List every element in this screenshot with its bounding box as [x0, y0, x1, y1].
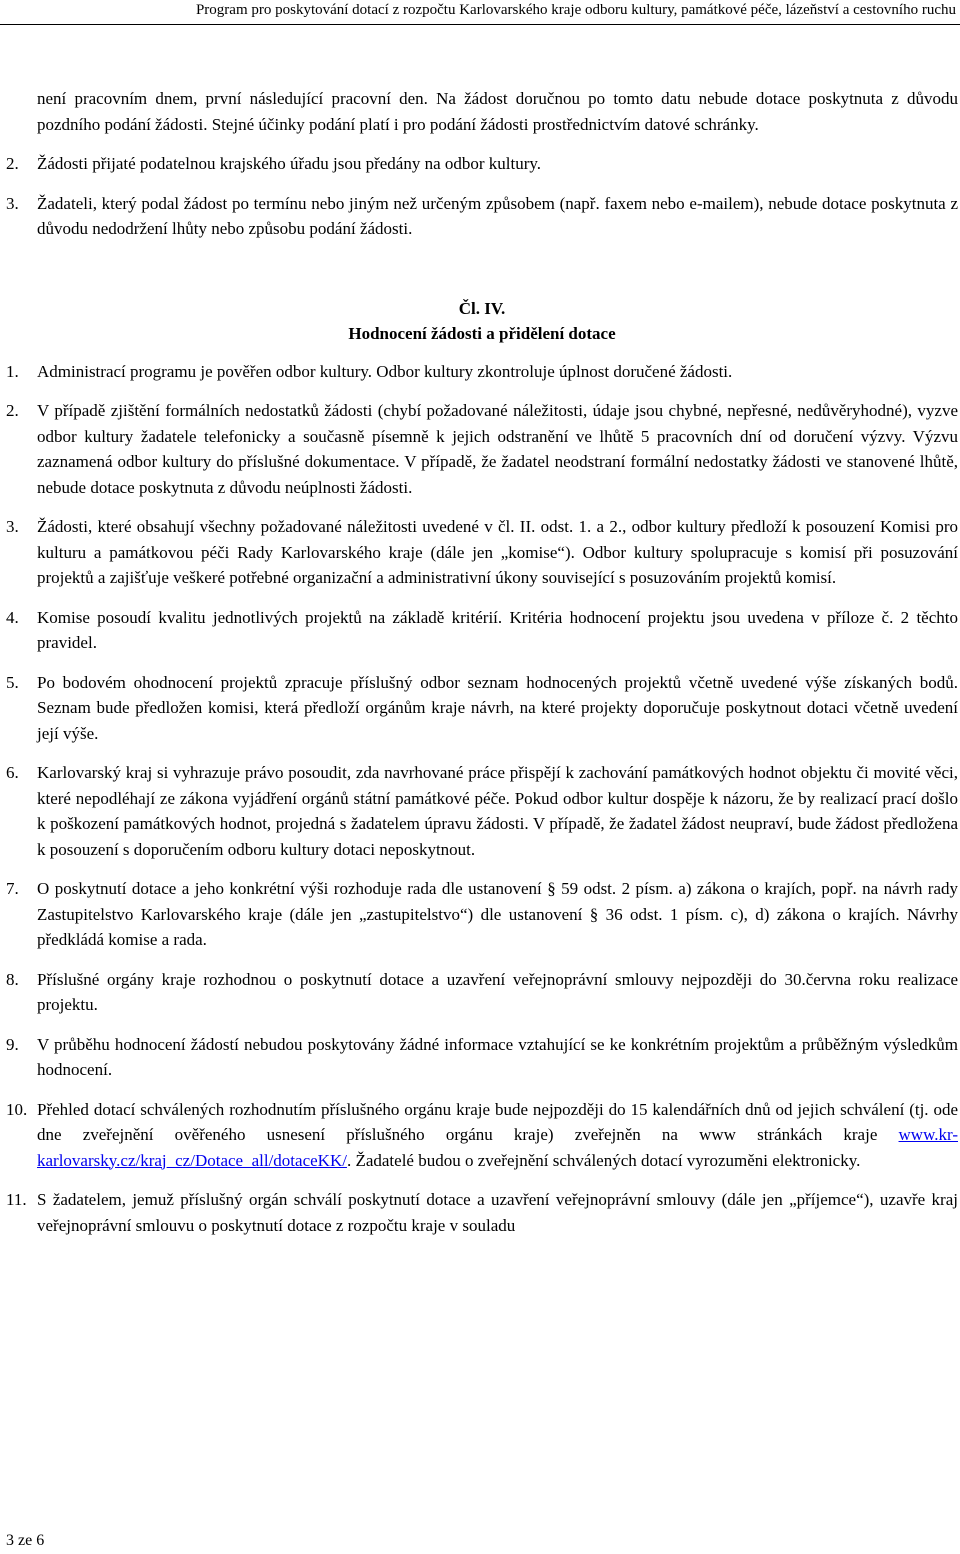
- list-item: [6, 191, 958, 242]
- list-item: [6, 398, 958, 500]
- item-number: 9.: [6, 1034, 19, 1054]
- item-number: 7.: [6, 879, 19, 898]
- list-item: [6, 967, 958, 1018]
- page-number: 3 ze 6: [6, 1532, 45, 1549]
- list-item: [6, 760, 958, 862]
- list-item: [6, 1187, 958, 1238]
- item-text-after: . Žadatelé budou o zveřejnění schválených dotací vyrozuměni elektronicky.: [346, 1150, 861, 1170]
- item-number: 6.: [6, 763, 19, 782]
- item-number: 3.: [6, 193, 19, 213]
- item-number: 10.: [6, 1099, 28, 1119]
- item-number: 1.: [6, 361, 19, 381]
- article-iv-items: [6, 359, 958, 1083]
- item-text: Žadateli, který podal žádost po termínu nebo jiným než určeným způsobem (např. faxem nebo e-mailem), nebude dotace poskytnuta z důvodu nedodržení lhůty nebo způsobu podání žádosti.: [37, 193, 958, 238]
- list-item: [6, 1097, 958, 1174]
- item-text: Administrací programu je pověřen odbor kultury. Odbor kultury zkontroluje úplnost doručené žádosti.: [37, 361, 733, 381]
- article-number: Čl. IV.: [458, 298, 506, 318]
- item-text: V průběhu hodnocení žádostí nebudou poskytovány žádné informace vztahující se ke konkrétním projektům a průběžným výsledkům hodnocení.: [37, 1034, 958, 1079]
- item-text: S žadatelem, jemuž příslušný orgán schválí poskytnutí dotace a uzavření veřejnoprávní smlouvy (dále jen „příjemce“), uzavře kraj veřejnoprávní smlouvu o poskytnutí dotace z rozpočtu kraje v souladu: [37, 1190, 958, 1235]
- running-header: Program pro poskytování dotací z rozpočtu Karlovarského kraje odboru kultury, památkové péče, lázeňství a cestovního ruchu: [195, 2, 956, 18]
- item-text-before: Přehled dotací schválených rozhodnutím příslušného orgánu kraje bude nejpozději do 15 kalendářních dnů od jejich schválení (tj. ode dne zveřejnění ověřeného usnesení příslušného orgánu kraje) zveřejněn na www stránkách kraje: [37, 1099, 958, 1144]
- list-item: [6, 876, 958, 953]
- item-text: Po bodovém ohodnocení projektů zpracuje příslušný odbor seznam hodnocených projektů včetně uvedené výše získaných bodů. Seznam bude předložen komisi, která předloží orgánům kraje návrh, na které projekty doporučuje poskytnout dotaci včetně uvedení její výše.: [37, 672, 958, 743]
- header-divider: [0, 24, 960, 25]
- list-item: [6, 359, 958, 385]
- item-text: Žádosti, které obsahují všechny požadované náležitosti uvedené v čl. II. odst. 1. a 2., odbor kultury předloží k posouzení Komisi pro kulturu a památkovou péči Rady Karlovarského kraje (dále jen „komise“). Odbor kultury spolupracuje s komisí při posuzování projektů a zajišťuje veškeré potřebné organizační a administrativní úkony související s posuzováním projektů komisí.: [37, 517, 958, 587]
- item-text: O poskytnutí dotace a jeho konkrétní výši rozhoduje rada dle ustanovení § 59 odst. 2 písm. a) zákona o krajích, popř. na návrh rady Zastupitelstvo Karlovarského kraje (dále jen „zastupitelstvo“) dle ustanovení § 36 odst. 1 písm. c), d) zákona o krajích. Návrhy předkládá komise a rada.: [37, 879, 958, 949]
- item-text: V případě zjištění formálních nedostatků žádosti (chybí požadované náležitosti, údaje jsou chybné, nepřesné, nedůvěryhodné), vyzve odbor kultury žadatele telefonicky a současně písemně k jejich odstranění ve lhůtě 5 pracovních dní od doručení výzvy. Výzvu zaznamená odbor kultury do příslušné dokumentace. V případě, že žadatel neodstraní formální nedostatky žádosti ve stanovené lhůtě, nebude dotace poskytnuta z důvodu neúplnosti žádosti.: [37, 401, 958, 497]
- item-number: 4.: [6, 607, 19, 627]
- dotace-link[interactable]: www.kr-karlovarsky.cz/kraj_cz/Dotace_all/dotaceKK/: [37, 1125, 958, 1170]
- list-item: [6, 151, 958, 177]
- item-number: 2.: [6, 401, 19, 420]
- spacer: [6, 256, 958, 296]
- item-text: Komise posoudí kvalitu jednotlivých projektů na základě kritérií. Kritéria hodnocení projektu jsou uvedena v příloze č. 2 těchto pravidel.: [37, 607, 958, 652]
- list-item: [6, 1032, 958, 1083]
- item-text: Karlovarský kraj si vyhrazuje právo posoudit, zda navrhované práce přispějí k zachování památkových hodnot objektu či movité věci, které nepodléhají ze zákona vyjádření orgánů státní památkové péče. Pokud odbor kultur dospěje k názoru, že by realizací prací došlo k poškození památkových hodnot, projedná s žadatelem úpravu žádosti. V případě, že žadatel žádost neupraví, bude žádost předložena k posouzení s doporučením odboru kultury dotaci neposkytnout.: [37, 763, 958, 859]
- list-item: [6, 670, 958, 747]
- section-iii-items: [6, 151, 958, 242]
- item-number: 2.: [6, 154, 19, 173]
- item-text: Žádosti přijaté podatelnou krajského úřadu jsou předány na odbor kultury.: [37, 154, 542, 173]
- item-number: 8.: [6, 969, 19, 989]
- intro-paragraph: není pracovním dnem, první následující pracovní den. Na žádost doručnou po tomto datu nebude dotace poskytnuta z důvodu pozdního podání žádosti. Stejné účinky podání platí i pro podání žádosti prostřednictvím datové schránky.: [37, 89, 958, 134]
- list-item: [6, 605, 958, 656]
- item-text: Příslušné orgány kraje rozhodnou o poskytnutí dotace a uzavření veřejnoprávní smlouvy nejpozději do 30.června roku realizace projektu.: [37, 969, 958, 1014]
- item-number: 3.: [6, 517, 19, 536]
- item-text: [37, 1097, 958, 1174]
- item-number: 11.: [6, 1190, 27, 1209]
- document-body: [6, 86, 958, 1238]
- article-title: Hodnocení žádosti a přidělení dotace: [348, 324, 616, 343]
- item-number: 5.: [6, 672, 19, 692]
- list-item: [6, 514, 958, 591]
